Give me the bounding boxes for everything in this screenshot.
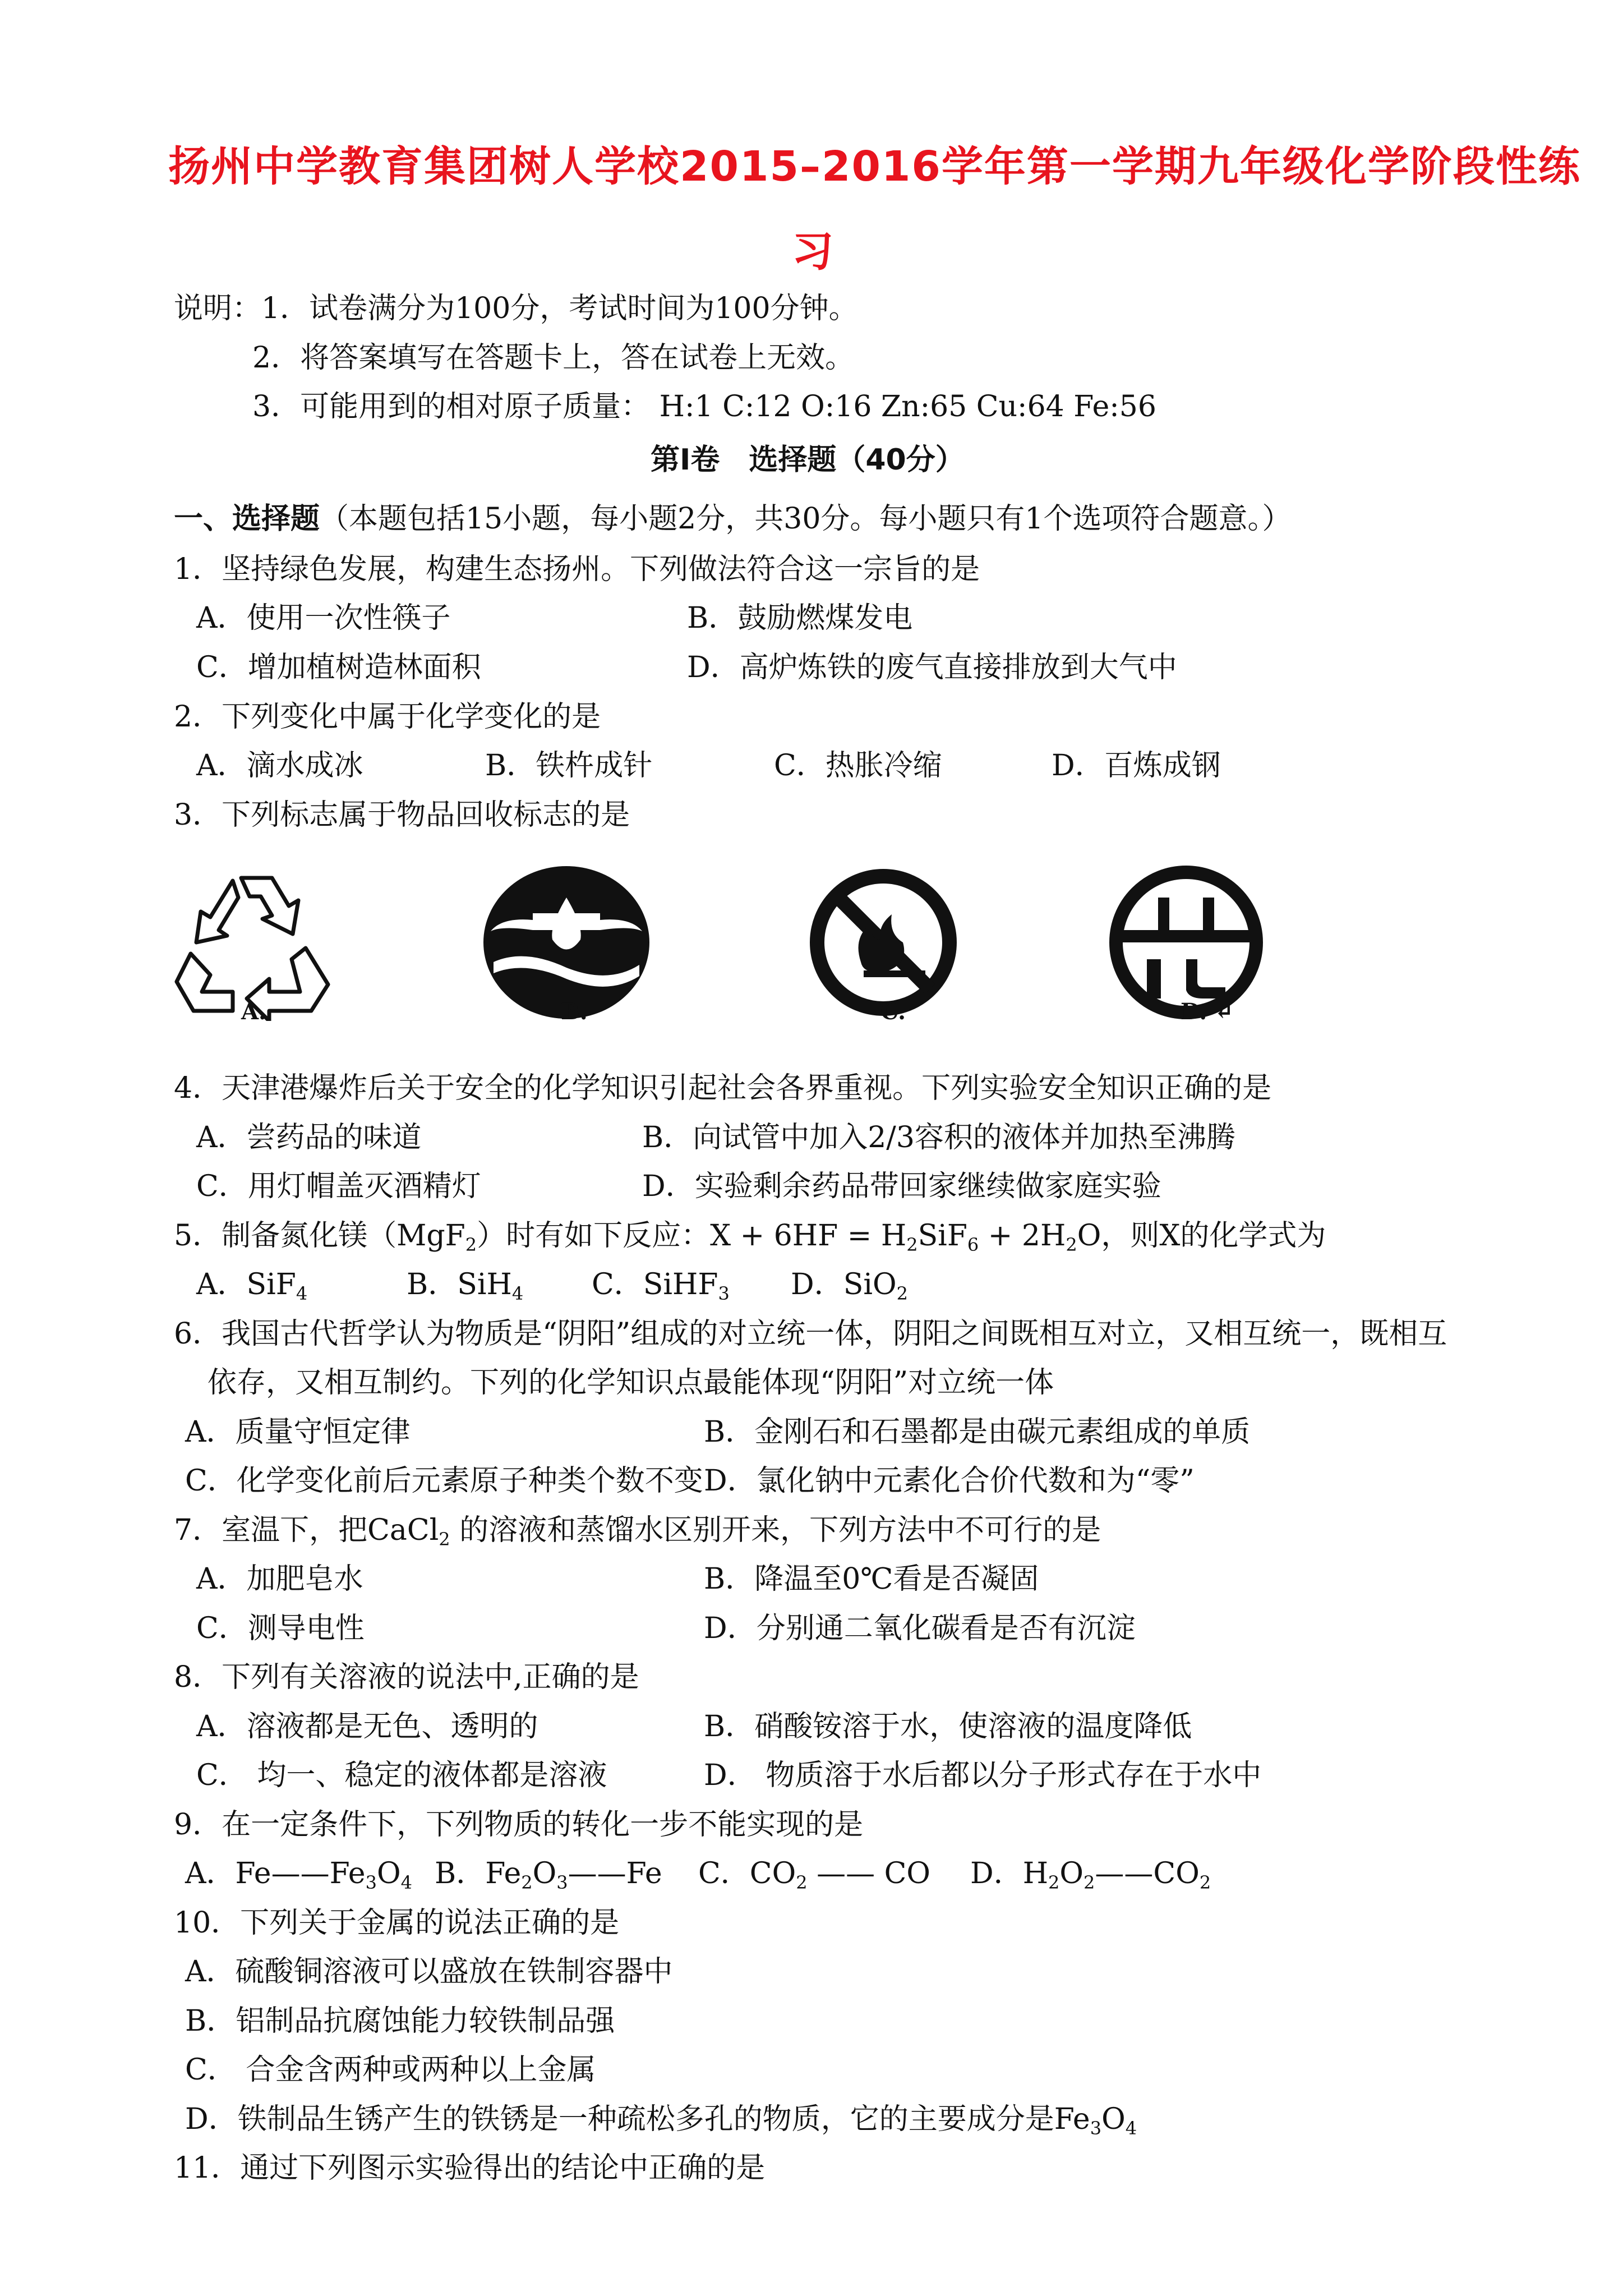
q8-option-c: C． 均一、稳定的液体都是溶液 [196,1759,607,1792]
q2-stem: 2．下列变化中属于化学变化的是 [174,700,601,734]
q1-stem: 1．坚持绿色发展，构建生态扬州。下列做法符合这一宗旨的是 [174,553,980,586]
part-title: 一、选择题 [174,502,320,536]
q5-option-a: A．SiF$_4$ [196,1268,308,1304]
q7-option-b: B．降温至0℃看是否凝固 [704,1562,1039,1596]
q5-option-b: B．SiH$_4$ [407,1268,524,1304]
q1-option-b: B．鼓励燃煤发电 [687,601,913,635]
q7-option-d: D．分别通二氧化碳看是否有沉淀 [704,1612,1136,1645]
q10-stem: 10．下列关于金属的说法正确的是 [174,1906,620,1940]
q10-option-d: D．铁制品生锈产生的铁锈是一种疏松多孔的物质，它的主要成分是$Fe_3O_4$ [185,2102,1137,2139]
q7-stem: 7．室温下，把CaCl$_2$ 的溶液和蒸馏水区别开来，下列方法中不可行的是 [174,1513,1101,1550]
q6-option-a: A．质量守恒定律 [185,1415,411,1449]
q10-option-c: C． 合金含两种或两种以上金属 [185,2053,596,2087]
q3-stem: 3．下列标志属于物品回收标志的是 [174,798,630,832]
q1-option-c: C．增加植树造林面积 [196,651,481,684]
q8-option-a: A．溶液都是无色、透明的 [196,1710,538,1743]
q6-option-c: C．化学变化前后元素原子种类个数不变 [185,1464,703,1498]
q4-stem: 4．天津港爆炸后关于安全的化学知识引起社会各界重视。下列实验安全知识正确的是 [174,1071,1272,1105]
q2-option-d: D．百炼成钢 [1052,749,1221,783]
q8-option-b: B．硝酸铵溶于水，使溶液的温度降低 [704,1710,1192,1743]
q2-option-a: A．滴水成冰 [196,749,363,783]
q4-option-b: B．向试管中加入2/3容积的液体并加热至沸腾 [642,1121,1235,1154]
q1-option-a: A．使用一次性筷子 [196,601,451,635]
q5-option-d: D．SiO$_2$ [791,1268,908,1304]
q4-option-c: C．用灯帽盖灭酒精灯 [196,1170,481,1203]
page-title-continued: 习 [792,228,834,276]
q3-option-c: C. [880,999,906,1025]
part-heading [174,502,1292,536]
q10-option-a: A．硫酸铜溶液可以盛放在铁制容器中 [185,1955,673,1989]
q2-option-c: C．热胀冷缩 [774,749,942,783]
q9-stem: 9．在一定条件下，下列物质的转化一步不能实现的是 [174,1808,864,1842]
q3-option-a: A. [241,999,266,1025]
q6-stem-line1: 6．我国古代哲学认为物质是“阴阳”组成的对立统一体，阴阳之间既相互对立，又相互统一，既相互 [174,1317,1447,1351]
no-fire-icon [796,864,970,1021]
q2-option-b: B．铁杵成针 [485,749,653,783]
q9-option-c: C．$CO_2$ —— CO [698,1857,931,1893]
note-1: 说明：1．试卷满分为100分，考试时间为100分钟。 [174,292,858,325]
q6-option-b: B．金刚石和石墨都是由碳元素组成的单质 [704,1415,1251,1449]
q9-option-a: A．$Fe——Fe_3O_4$ [185,1857,412,1893]
q8-option-d: D． 物质溶于水后都以分子形式存在于水中 [704,1759,1262,1792]
q9-option-d: D．$H_2O_2——CO_2$ [970,1857,1211,1893]
q1-option-d: D．高炉炼铁的废气直接排放到大气中 [687,651,1177,684]
national-energy-saving-icon [1099,864,1273,1021]
q5-option-c: C．SiHF$_3$ [592,1268,730,1304]
q3-option-d: D. ↵ [1181,999,1234,1025]
q6-stem-line2: 依存，又相互制约。下列的化学知识点最能体现“阴阳”对立统一体 [208,1366,1054,1400]
q4-option-a: A．尝药品的味道 [196,1121,422,1154]
q3-option-b: B. [561,999,588,1025]
q7-option-c: C．测导电性 [196,1612,365,1645]
q10-option-b: B．铝制品抗腐蚀能力较铁制品强 [185,2004,615,2038]
q9-option-b: B．$Fe_2O_3——Fe$ [435,1857,662,1893]
note-3: 3．可能用到的相对原子质量： H:1 C:12 O:16 Zn:65 Cu:64 Fe:56 [252,390,1156,424]
q7-option-a: A．加肥皂水 [196,1562,363,1596]
q5-stem: 5．制备氮化镁（MgF$_2$）时有如下反应：$X + 6HF = H_2SiF_6 + 2H_2O$，则X的化学式为 [174,1219,1326,1255]
water-saving-icon [479,864,653,1021]
page-title: 扬州中学教育集团树人学校2015–2016学年第一学期九年级化学阶段性练 [168,142,1581,191]
note-2: 2．将答案填写在答题卡上，答在试卷上无效。 [252,341,855,375]
q6-option-d: D．氯化钠中元素化合价代数和为“零” [704,1464,1195,1498]
part-description: （本题包括15小题，每小题2分，共30分。每小题只有1个选项符合题意。） [320,502,1292,536]
recycle-icon [168,864,342,1021]
q8-stem: 8．下列有关溶液的说法中,正确的是 [174,1660,639,1694]
section-heading: 第Ⅰ卷 选择题（40分） [651,443,965,477]
q11-stem: 11．通过下列图示实验得出的结论中正确的是 [174,2151,766,2185]
q4-option-d: D．实验剩余药品带回家继续做家庭实验 [642,1170,1161,1203]
